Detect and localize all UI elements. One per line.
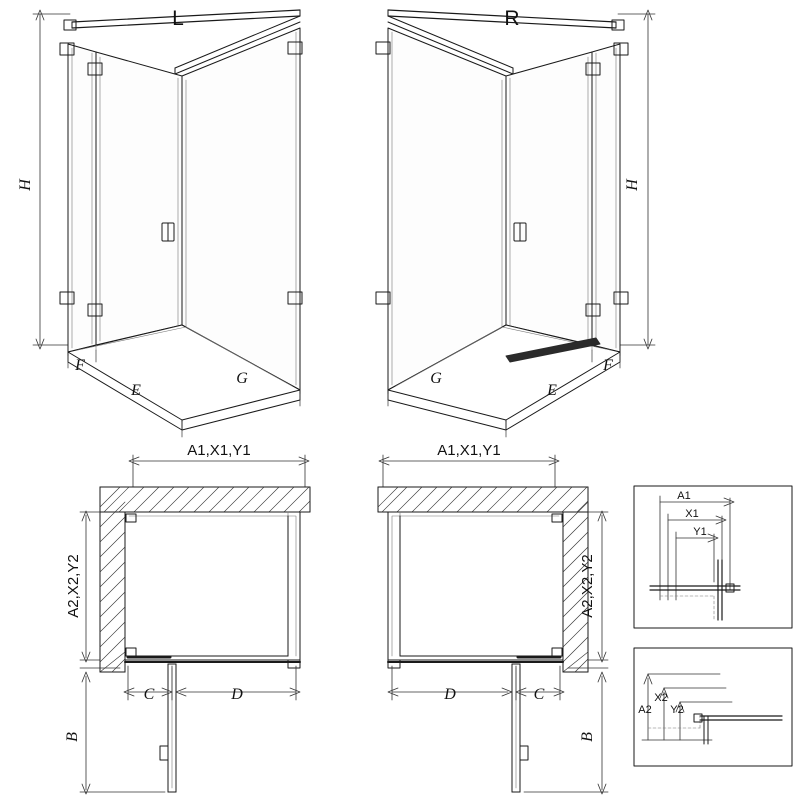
label-plan-left-top-dim: A1,X1,Y1 [187,442,251,459]
plan-left-side-dimension [80,511,100,662]
label-plan-right-dim-d: D [444,686,456,703]
label-base-g-right: G [430,370,442,387]
label-detail-x2: X2 [654,692,668,704]
label-height-left: H [17,179,34,191]
label-plan-left-side-dim: A2,X2,Y2 [65,554,82,618]
label-plan-right-top-dim: A1,X1,Y1 [437,442,501,459]
iso-view-right [376,10,655,437]
label-plan-left-dim-c: C [143,686,155,703]
label-base-f-right: F [603,357,613,374]
label-height-right: H [624,179,641,191]
wall-hatch-left [100,502,125,672]
label-variant-right: R [504,7,520,30]
label-variant-left: L [172,7,184,30]
label-detail-a2: A2 [638,704,652,716]
detail-view-bottom [634,648,792,766]
label-base-e-left: E [131,382,141,399]
iso-view-left [33,10,302,437]
label-detail-a1: A1 [677,490,691,502]
label-base-g-left: G [236,370,248,387]
label-plan-left-dim-d: D [231,686,243,703]
label-plan-right-dim-b: B [579,732,596,742]
label-detail-x1: X1 [685,508,699,520]
label-detail-y1: Y1 [693,526,707,538]
plan-view-right [378,455,608,794]
plan-view-left [80,455,310,794]
label-detail-y2: Y2 [670,704,684,716]
label-plan-left-dim-b: B [64,732,81,742]
detail-view-top [634,486,792,628]
dimension-h-left [33,10,70,349]
label-plan-right-dim-c: C [533,686,545,703]
label-base-e-right: E [547,382,557,399]
label-plan-right-side-dim: A2,X2,Y2 [579,554,596,618]
label-base-f-left: F [75,357,85,374]
